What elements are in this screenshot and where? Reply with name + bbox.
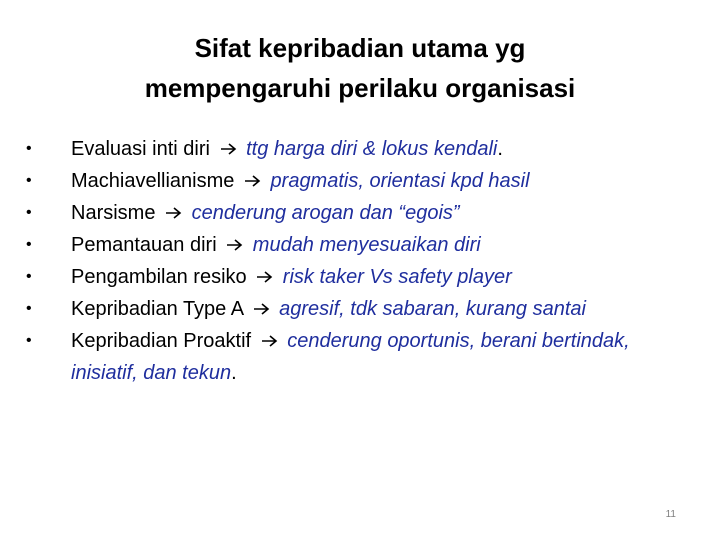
slide-title — [60, 28, 660, 108]
bullet-description-end: . — [497, 138, 503, 160]
bullet-item — [0, 293, 651, 325]
right-arrow-icon — [244, 174, 262, 188]
bullet-description: pragmatis, orientasi kpd hasil — [270, 170, 530, 192]
right-arrow-icon — [253, 302, 271, 316]
bullet-dot: • — [26, 236, 32, 253]
right-arrow-icon — [256, 270, 274, 284]
right-arrow-icon — [226, 238, 244, 252]
bullet-term: Kepribadian Proaktif — [71, 330, 252, 352]
bullet-item — [0, 261, 651, 293]
bullet-description: agresif, tdk sabaran, kurang santai — [279, 298, 586, 320]
bullet-description: risk taker Vs safety player — [282, 266, 512, 288]
bullet-dot: • — [26, 268, 32, 285]
slide-title-line-2: mempengaruhi perilaku organisasi — [144, 73, 576, 103]
slide-title-line-1: Sifat kepribadian utama yg — [194, 33, 526, 63]
bullet-item — [0, 165, 651, 197]
bullet-dot: • — [26, 140, 32, 157]
right-arrow-icon — [165, 206, 183, 220]
bullet-term: Machiavellianisme — [71, 170, 235, 192]
bullet-description: cenderung oportunis, berani bertindak, inisiatif, dan tekun — [71, 330, 630, 384]
bullet-description: ttg harga diri & lokus kendali — [246, 138, 498, 160]
bullet-dot: • — [26, 332, 32, 349]
right-arrow-icon — [220, 142, 238, 156]
bullet-item — [0, 133, 651, 165]
bullet-description: mudah menyesuaikan diri — [252, 234, 481, 256]
bullet-term: Pemantauan diri — [71, 234, 217, 256]
bullet-item — [0, 197, 651, 229]
bullet-term: Narsisme — [71, 202, 156, 224]
bullet-dot: • — [26, 300, 32, 317]
slide-number: 11 — [665, 509, 676, 520]
bullet-dot: • — [26, 204, 32, 221]
right-arrow-icon — [261, 334, 279, 348]
bullet-description: cenderung arogan dan “egois” — [191, 202, 460, 224]
bullet-term: Kepribadian Type A — [71, 298, 243, 320]
bullet-term: Evaluasi inti diri — [71, 138, 210, 160]
bullet-list — [0, 133, 720, 389]
bullet-dot: • — [26, 172, 32, 189]
bullet-item — [0, 229, 651, 261]
bullet-term: Pengambilan resiko — [71, 266, 247, 288]
bullet-item — [0, 325, 651, 389]
bullet-description-end: . — [231, 362, 237, 384]
